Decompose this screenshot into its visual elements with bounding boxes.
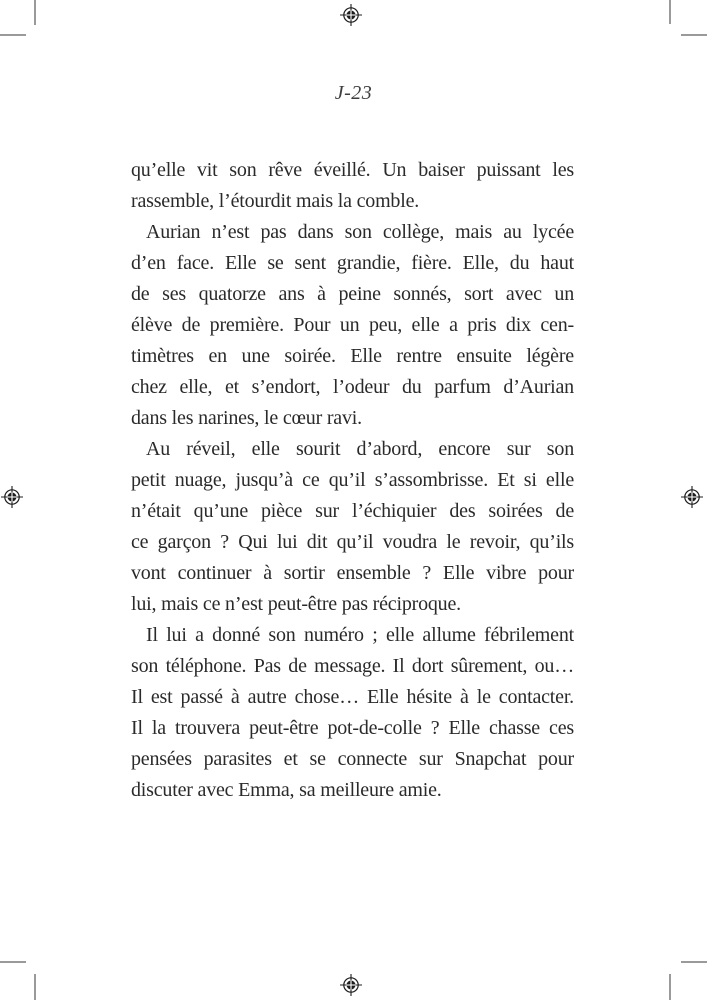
registration-mark-top-icon bbox=[339, 3, 363, 27]
text-line: Au réveil, elle sourit d’abord, encore sur son bbox=[146, 438, 574, 460]
text-line: Il lui a donné son numéro ; elle allume fébrilement bbox=[146, 624, 574, 646]
crop-mark-bottom-left-horizontal-icon bbox=[0, 961, 26, 963]
text-line: vont continuer à sortir ensemble ? Elle vibre pour bbox=[131, 562, 574, 584]
crop-mark-bottom-right-vertical-icon bbox=[669, 974, 671, 1000]
text-line: n’était qu’une pièce sur l’échiquier des soirées de bbox=[131, 500, 574, 522]
text-line: chez elle, et s’endort, l’odeur du parfum d’Aurian bbox=[131, 376, 574, 398]
crop-mark-top-right-vertical-icon bbox=[669, 0, 671, 24]
text-line: Il est passé à autre chose… Elle hésite à le contacter. bbox=[131, 686, 574, 708]
text-line: pensées parasites et se connecte sur Snapchat pour bbox=[131, 748, 574, 770]
crop-mark-top-left-vertical-icon bbox=[34, 0, 36, 25]
text-line: ce garçon ? Qui lui dit qu’il voudra le revoir, qu’ils bbox=[131, 531, 574, 553]
text-line: d’en face. Elle se sent grandie, fière. Elle, du haut bbox=[131, 252, 574, 274]
registration-mark-right-icon bbox=[680, 485, 704, 509]
text-line: discuter avec Emma, sa meilleure amie. bbox=[131, 779, 442, 801]
text-line: son téléphone. Pas de message. Il dort sûrement, ou… bbox=[131, 655, 574, 677]
registration-mark-bottom-icon bbox=[339, 973, 363, 997]
text-line: lui, mais ce n’est peut-être pas réciproque. bbox=[131, 593, 461, 615]
text-line: qu’elle vit son rêve éveillé. Un baiser puissant les bbox=[131, 159, 574, 181]
crop-mark-top-left-horizontal-icon bbox=[0, 34, 26, 36]
text-line: rassemble, l’étourdit mais la comble. bbox=[131, 190, 420, 212]
body-text-block bbox=[131, 155, 574, 806]
crop-mark-bottom-left-vertical-icon bbox=[34, 974, 36, 1000]
registration-mark-left-icon bbox=[0, 485, 24, 509]
crop-mark-bottom-right-horizontal-icon bbox=[681, 961, 707, 963]
text-line: dans les narines, le cœur ravi. bbox=[131, 407, 362, 429]
text-line: de ses quatorze ans à peine sonnés, sort avec un bbox=[131, 283, 574, 305]
text-line: petit nuage, jusqu’à ce qu’il s’assombrisse. Et si elle bbox=[131, 469, 574, 491]
text-line: timètres en une soirée. Elle rentre ensuite légère bbox=[131, 345, 574, 367]
text-line: élève de première. Pour un peu, elle a pris dix cen- bbox=[131, 314, 574, 336]
running-head-folio: J-23 bbox=[334, 82, 373, 104]
text-line: Il la trouvera peut-être pot-de-colle ? Elle chasse ces bbox=[131, 717, 574, 739]
crop-mark-top-right-horizontal-icon bbox=[681, 34, 707, 36]
text-line: Aurian n’est pas dans son collège, mais au lycée bbox=[146, 221, 574, 243]
